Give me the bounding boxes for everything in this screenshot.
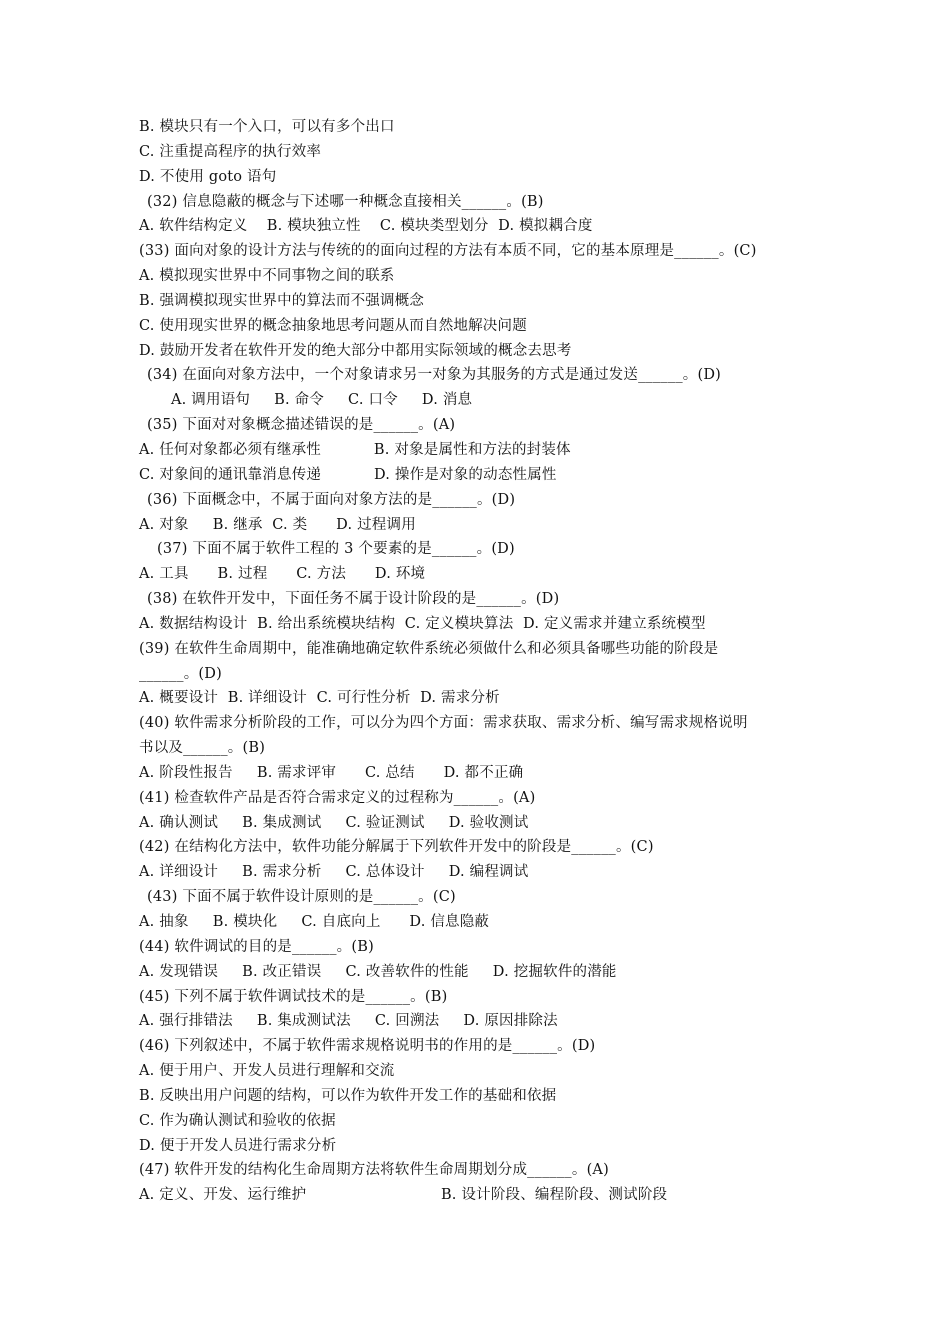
text-line: A. 阶段性报告 B. 需求评审 C. 总结 D. 都不正确 bbox=[139, 764, 524, 781]
text-line: A. 详细设计 B. 需求分析 C. 总体设计 D. 编程调试 bbox=[139, 864, 529, 881]
text-line: (34) 在面向对象方法中，一个对象请求另一对象为其服务的方式是通过发送______。(D) bbox=[147, 367, 722, 384]
text-line: B. 模块只有一个入口，可以有多个出口 bbox=[139, 119, 395, 135]
text-line: A. 抽象 B. 模块化 C. 自底向上 D. 信息隐蔽 bbox=[139, 914, 490, 930]
text-line: A. 模拟现实世界中不同事物之间的联系 bbox=[139, 268, 395, 285]
text-line: (47) 软件开发的结构化生命周期方法将软件生命周期划分成______。(A) bbox=[139, 1162, 609, 1179]
text-line: (37) 下面不属于软件工程的 3 个要素的是______。(D) bbox=[157, 541, 515, 558]
text-line: B. 强调模拟现实世界中的算法而不强调概念 bbox=[139, 292, 425, 309]
text-line: (32) 信息隐蔽的概念与下述哪一种概念直接相关______。(B) bbox=[147, 193, 544, 210]
text-line: C. 注重提高程序的执行效率 bbox=[139, 143, 322, 160]
text-line: A. 便于用户、开发人员进行理解和交流 bbox=[139, 1063, 395, 1080]
text-line: (44) 软件调试的目的是______。(B) bbox=[139, 938, 374, 955]
text-line: (45) 下列不属于软件调试技术的是______。(B) bbox=[139, 988, 448, 1005]
text-line: (41) 检查软件产品是否符合需求定义的过程称为______。(A) bbox=[139, 789, 536, 806]
text-line: A. 对象 B. 继承 C. 类 D. 过程调用 bbox=[139, 516, 416, 533]
text-line: A. 数据结构设计 B. 给出系统模块结构 C. 定义模块算法 D. 定义需求并建立系统模型 bbox=[139, 615, 706, 632]
text-line: D. 鼓励开发者在软件开发的绝大部分中都用实际领域的概念去思考 bbox=[139, 342, 572, 359]
text-line: (38) 在软件开发中，下面任务不属于设计阶段的是______。(D) bbox=[147, 591, 560, 608]
text-line: ______。(D) bbox=[139, 665, 222, 682]
text-line: (33) 面向对象的设计方法与传统的的面向过程的方法有本质不同，它的基本原理是______。(C) bbox=[139, 243, 757, 260]
text-line: (46) 下列叙述中，不属于软件需求规格说明书的作用的是______。(D) bbox=[139, 1038, 596, 1055]
text-line: A. 确认测试 B. 集成测试 C. 验证测试 D. 验收测试 bbox=[139, 814, 529, 831]
text-line: (43) 下面不属于软件设计原则的是______。(C) bbox=[147, 889, 456, 906]
text-line: A. 调用语句 B. 命令 C. 口令 D. 消息 bbox=[171, 392, 473, 409]
text-line: A. 任何对象都必须有继承性 B. 对象是属性和方法的封装体 bbox=[139, 441, 571, 458]
text-line: A. 概要设计 B. 详细设计 C. 可行性分析 D. 需求分析 bbox=[139, 690, 500, 707]
text-line: A. 定义、开发、运行维护 B. 设计阶段、编程阶段、测试阶段 bbox=[139, 1187, 668, 1204]
text-line: C. 作为确认测试和验收的依据 bbox=[139, 1112, 336, 1129]
text-line: D. 便于开发人员进行需求分析 bbox=[139, 1137, 337, 1154]
text-line: 书以及______。(B) bbox=[139, 740, 266, 757]
text-line: D. 不使用 goto 语句 bbox=[139, 168, 277, 185]
text-line: A. 软件结构定义 B. 模块独立性 C. 模块类型划分 D. 模拟耦合度 bbox=[139, 218, 593, 235]
text-line: (42) 在结构化方法中，软件功能分解属于下列软件开发中的阶段是______。(C) bbox=[139, 839, 654, 856]
text-line: C. 使用现实世界的概念抽象地思考问题从而自然地解决问题 bbox=[139, 317, 527, 334]
text-line: A. 强行排错法 B. 集成测试法 C. 回溯法 D. 原因排除法 bbox=[139, 1013, 558, 1030]
text-line: (40) 软件需求分析阶段的工作，可以分为四个方面：需求获取、需求分析、编写需求规格说明 bbox=[139, 715, 748, 732]
text-line: A. 发现错误 B. 改正错误 C. 改善软件的性能 D. 挖掘软件的潜能 bbox=[139, 963, 617, 980]
question-text-block bbox=[139, 115, 839, 1208]
text-line: (35) 下面对对象概念描述错误的是______。(A) bbox=[147, 417, 456, 434]
text-line: (39) 在软件生命周期中，能准确地确定软件系统必须做什么和必须具备哪些功能的阶段是 bbox=[139, 640, 719, 657]
text-line: B. 反映出用户问题的结构，可以作为软件开发工作的基础和依据 bbox=[139, 1087, 557, 1104]
text-line: C. 对象间的通讯靠消息传递 D. 操作是对象的动态性属性 bbox=[139, 466, 557, 483]
text-line: A. 工具 B. 过程 C. 方法 D. 环境 bbox=[139, 566, 426, 583]
text-line: (36) 下面概念中，不属于面向对象方法的是______。(D) bbox=[147, 491, 516, 508]
